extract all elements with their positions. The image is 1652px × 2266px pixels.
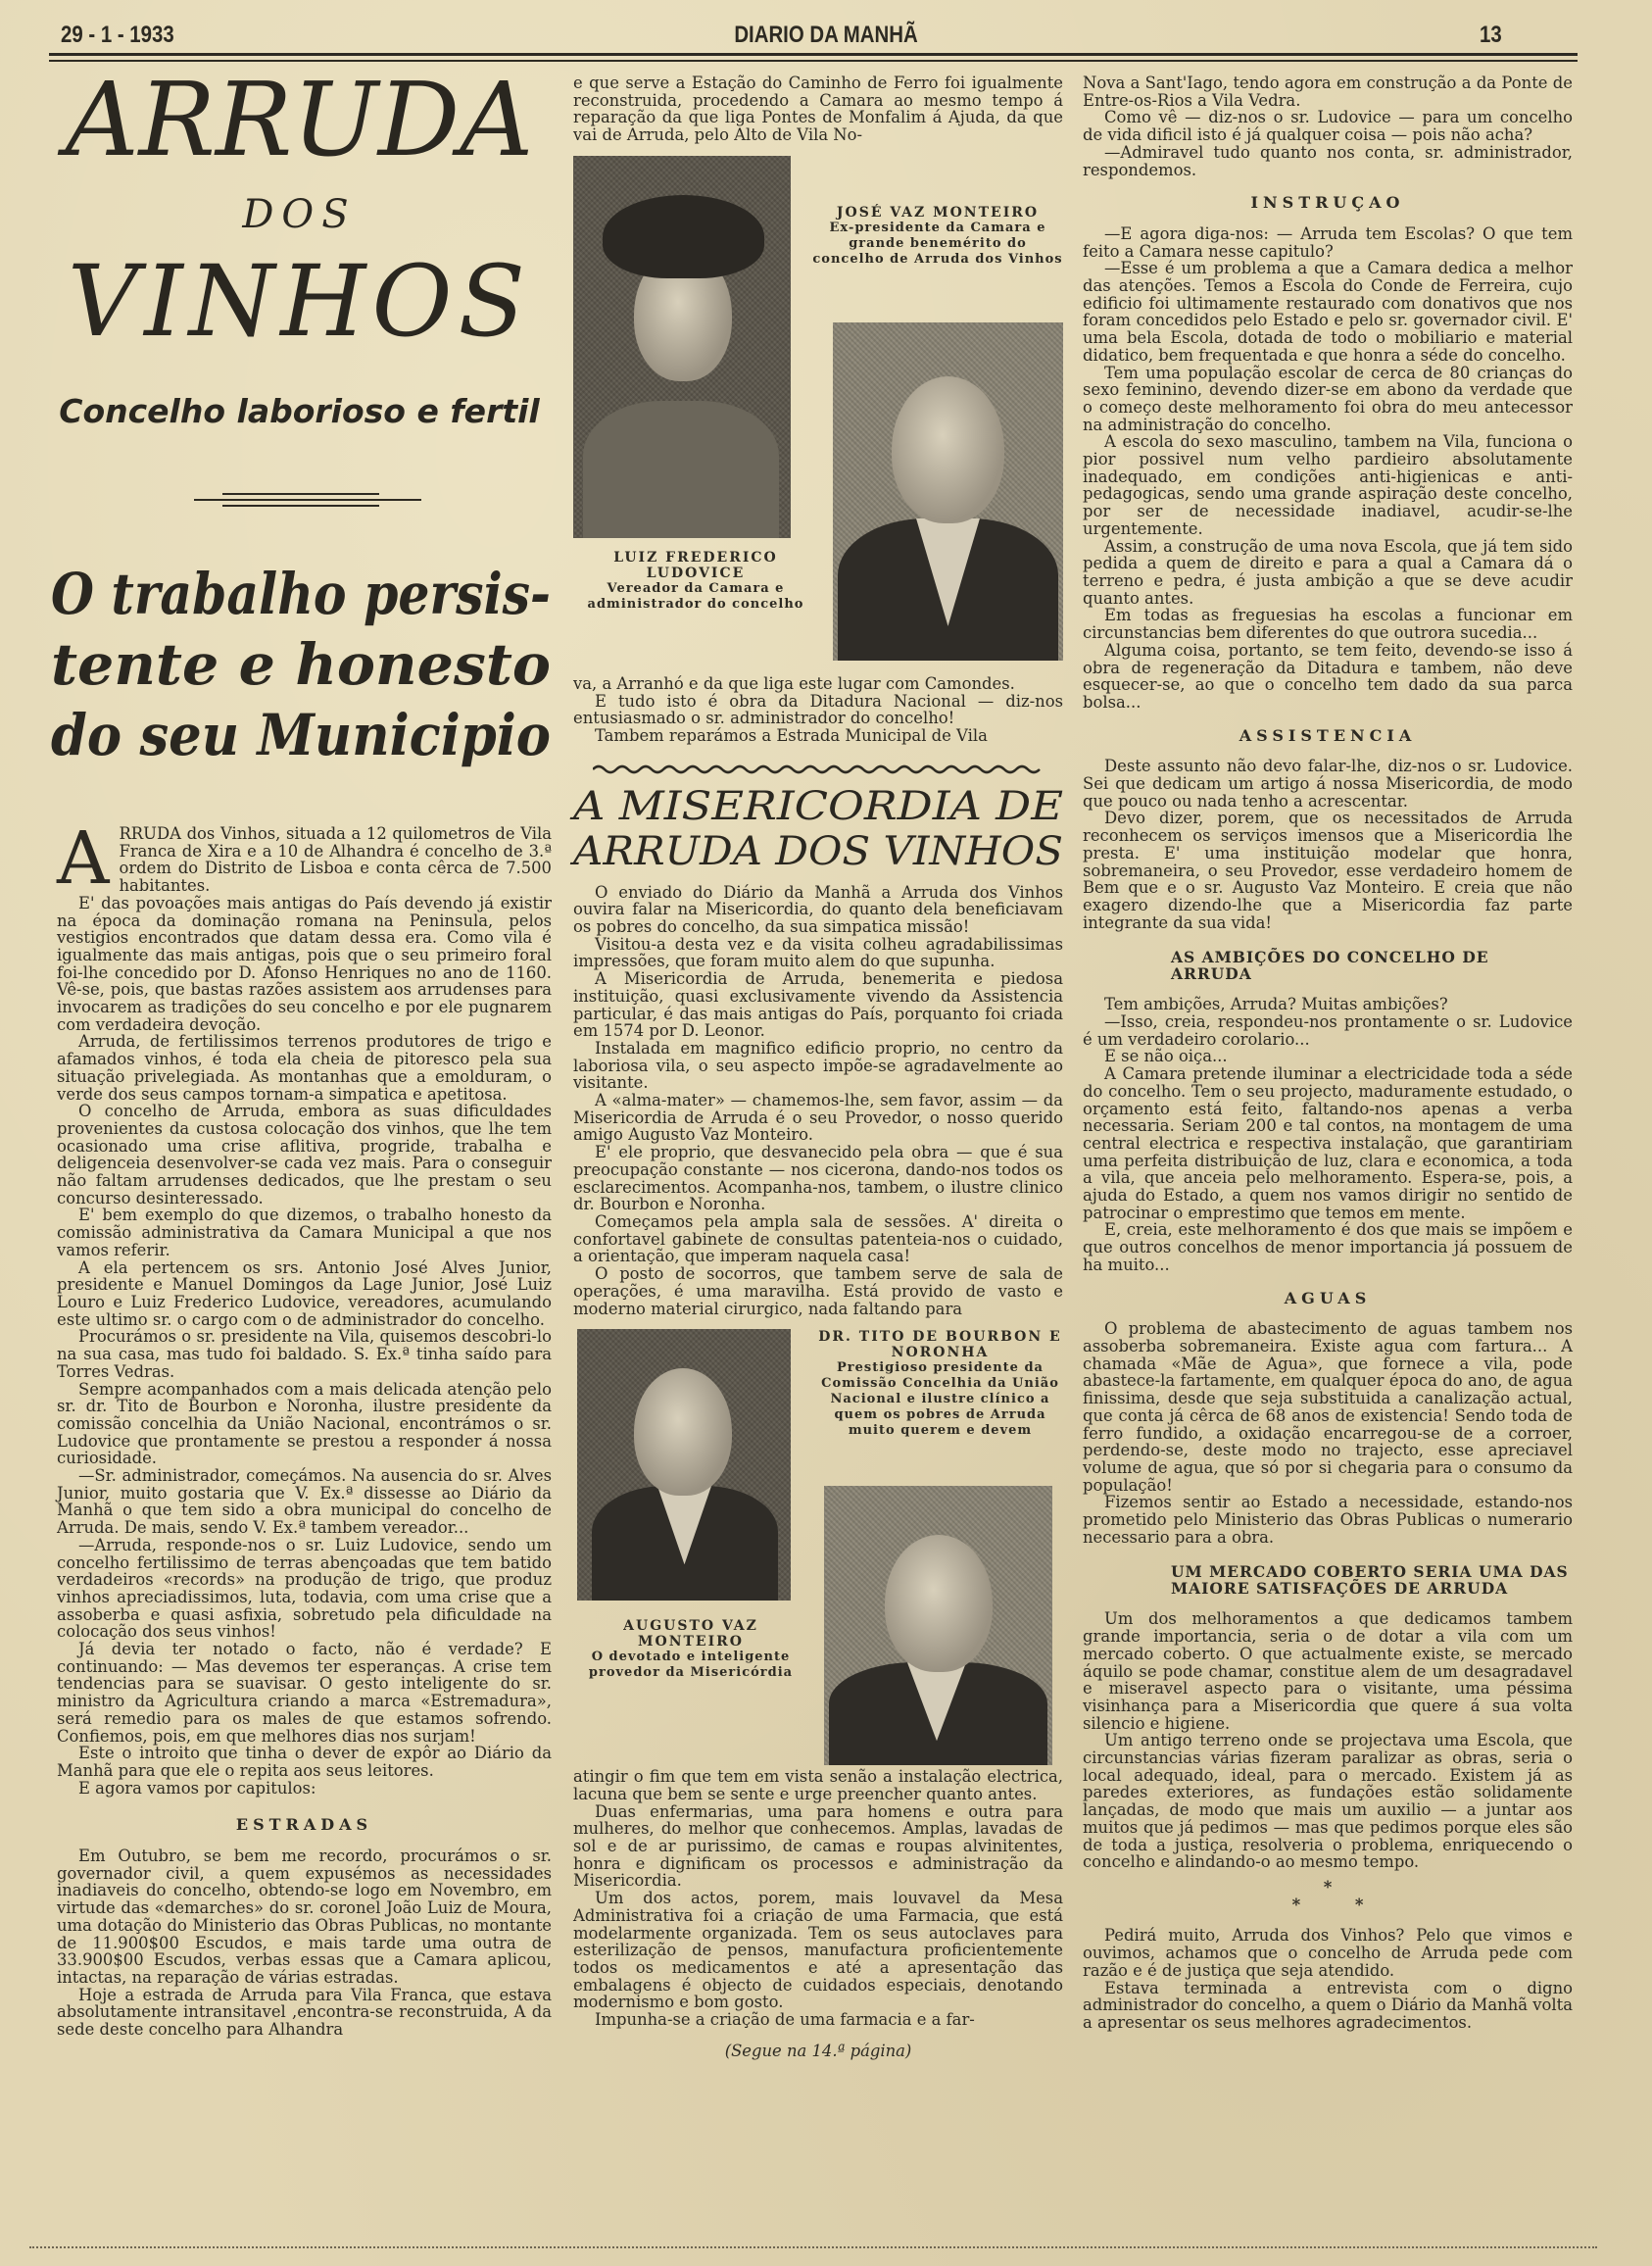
ambicoes-paragraphs xyxy=(1083,996,1573,1273)
paragraph: E' ele proprio, que desvanecido pela obra — que é sua preocupação constante — nos cicerona, dando-nos todos os esclarecimentos. Acompanha-nos, tambem, o ilustre clinico dr. Bourbon e Noronha. xyxy=(573,1143,1063,1214)
bottom-paragraphs xyxy=(573,1768,1063,2029)
paragraph: E' das povoações mais antigas do País devendo já existir na época da dominação romana na Peninsula, pelos vestigios encontrados que datam dessa era. Como vila é igualmente das mais antigas, pois que o seu primeiro foral foi-lhe concedido por D. Afonso Henriques no ano de 1160. Vê-se, pois, que bastas razões assistem aos arrudenses para invocarem as tradições do seu concelho e por ele pugnarem com verdadeira devoção. xyxy=(57,893,552,1034)
paragraph: O concelho de Arruda, embora as suas dificuldades provenientes da custosa colocação dos vinhos, que lhe tem ocasionado uma crise aflitiva, progride, trabalha e deligenceia desenvolver-se cada vez mais. Para o conseguir não faltam arrudenses dedicados, que lhe prestam o seu concurso desinteressado. xyxy=(57,1102,552,1207)
paragraph: Tem uma população escolar de cerca de 80 crianças do sexo feminino, devendo dizer-se em abono da verdade que o começo deste melhoramento foi obra do meu antecessor na administração do concelho. xyxy=(1083,363,1573,434)
subtitle xyxy=(47,392,552,430)
title-vinhos xyxy=(47,245,552,358)
paragraph: Já devia ter notado o facto, não é verdade? E continuando: — Mas devemos ter esperanças. A crise tem tendencias para se suavisar. O gesto inteligente do sr. ministro da Agricultura criando a marca «Estremadura», será remedio para os males de que estamos sofrendo. Confiemos, pois, em que melhores dias nos surjam! xyxy=(57,1640,552,1746)
paragraph: Arruda, de fertilissimos terrenos produtores de trigo e afamados vinhos, é toda ela cheia de pitoresco pela sua situação privelegiada. As montanhas que a emolduram, o verde dos seus campos tornam-a simpatica e apetitosa. xyxy=(57,1032,552,1104)
paragraph: va, a Arranhó e da que liga este lugar com Camondes. xyxy=(573,673,1015,693)
mercado-paragraphs xyxy=(1083,1610,1573,1871)
paragraph: —Sr. administrador, começámos. Na ausencia do sr. Alves Junior, muito gostaria que V. Ex.ª dissesse ao Diário da Manhã o que tem sido a obra municipal do concelho de Arruda. De mais, sendo V. Ex.ª tambem vereador... xyxy=(57,1466,552,1538)
paragraph: E agora vamos por capitulos: xyxy=(78,1778,316,1798)
paragraph: Um antigo terreno onde se projectava uma Escola, que circunstancias várias fizeram paralizar as obras, seria o local adequado, ideal, para o mercado. Existem já as paredes exteriores, as fundações estão solidamente lançadas, de modo que mais um auxilio — a juntar aos muitos que já pedimos — mas que pedimos porque eles são de toda a justiça, resolveria o problema, enriquecendo o concelho e alindando-o ao mesmo tempo. xyxy=(1083,1731,1573,1872)
paragraph: A Misericordia de Arruda, benemerita e piedosa instituição, quasi exclusivamente vivendo da Assistencia particular, é das mais antigas do País, porquanto foi criada em 1574 por D. Leonor. xyxy=(573,969,1063,1041)
asterism-top: * xyxy=(1323,1877,1333,1897)
article-title-line-2-text: ARRUDA DOS VINHOS xyxy=(573,828,1063,874)
caption-luiz-frederico-ludovice xyxy=(573,550,818,613)
page-bottom-edge xyxy=(29,2246,1597,2248)
caption-name: JOSÉ VAZ MONTEIRO xyxy=(836,204,1040,221)
paragraph: A escola do sexo masculino, tambem na Vila, funciona o pior possivel num velho pardieiro absolutamente inadequado, em condições anti-higienicas e anti-pedagogicas, sendo uma grande aspiração deste concelho, por ser de necessidade inadiavel, acudir-se-lhe urgentemente. xyxy=(1083,432,1573,538)
paragraph: Alguma coisa, portanto, se tem feito, devendo-se isso á obra de regeneração da Ditadura e tambem, não deve esquecer-se, ao que o concelho tem dado da sua parca bolsa... xyxy=(1083,640,1573,712)
paragraph: Nova a Sant'Iago, tendo agora em construção a da Ponte de Entre-os-Rios a Vila Vedra. xyxy=(1083,74,1573,110)
paragraph: A Camara pretende iluminar a electricidade toda a séde do concelho. Tem o seu projecto, maduramente estudado, o orçamento está feito, faltando-nos apenas a verba necessaria. Seriam 200 e tal contos, na montagem de uma central electrica e respectiva instalação, que garantiriam uma perfeita distribuição de luz, clara e economica, a toda a vila, que anceia pelo melhoramento. Espera-se, pois, a ajuda do Estado, a quem nos vamos dirigir no sentido de patrocinar o emprestimo que temos em mente. xyxy=(1083,1064,1573,1222)
caption-name: DR. TITO DE BOURBON E NORONHA xyxy=(818,1329,1062,1361)
right-column-body xyxy=(1083,74,1573,2032)
caption-tito-de-bourbon-e-noronha xyxy=(815,1329,1065,1439)
paragraph: Tem ambições, Arruda? Muitas ambições? xyxy=(1104,995,1448,1014)
paragraph: Assim, a construção de uma nova Escola, que já tem sido pedida a quem de direito e para a qual a Camara dá o terreno e pedra, é justa ambição a que se deve acudir quanto antes. xyxy=(1083,536,1573,608)
caption-description: Ex-presidente da Camara e grande benemérito do concelho de Arruda dos Vinhos xyxy=(812,220,1063,267)
headline-line-3-text: do seu Municipio xyxy=(51,702,551,768)
asterism-bottom xyxy=(1083,1897,1573,1914)
paragraph: Procurámos o sr. presidente na Vila, quisemos descobri-lo na sua casa, mas tudo foi baldado. S. Ex.ª tinha saído para Torres Vedras. xyxy=(57,1327,552,1381)
photo-jose-vaz-monteiro xyxy=(833,322,1063,661)
paragraph: A ela pertencem os srs. Antonio José Alves Junior, presidente e Manuel Domingos da Lage Junior, José Luiz Louro e Luiz Frederico Ludovice, vereadores, acumulando este ultimo sr. o cargo com o de administrador do concelho. xyxy=(57,1257,552,1329)
ornament-rule xyxy=(222,505,379,507)
paragraph: Tambem reparámos a Estrada Municipal de Vila xyxy=(595,725,988,745)
headline-line-3 xyxy=(51,700,551,770)
paragraph: E' bem exemplo do que dizemos, o trabalho honesto da comissão administrativa da Camara Municipal a que nos vamos referir. xyxy=(57,1206,552,1259)
photo-tito-de-bourbon-e-noronha xyxy=(824,1486,1052,1765)
photo-luiz-frederico-ludovice xyxy=(573,156,791,538)
photo-augusto-vaz-monteiro xyxy=(577,1329,791,1601)
section-heading-instrucao: INSTRUÇAO xyxy=(1250,193,1405,213)
paragraph: O posto de socorros, que tambem serve de sala de operações, é uma maravilha. Está provido de vasto e moderno material cirurgico, nada faltando para xyxy=(573,1264,1063,1318)
paragraph: Como vê — diz-nos o sr. Ludovice — para um concelho de vida dificil isto é já qualquer coisa — pois não acha? xyxy=(1083,108,1573,145)
headline-line-1-text: O trabalho persis- xyxy=(51,561,551,627)
paragraph: O enviado do Diário da Manhã a Arruda dos Vinhos ouvira falar na Misericordia, do quanto dela beneficiavam os pobres do concelho, da sua simpatica missão! xyxy=(573,882,1063,937)
article-title-line-1-text: A MISERICORDIA DE xyxy=(573,783,1063,829)
paragraph: O problema de abastecimento de aguas tambem nos assoberba sobremaneira. Existe agua com fartura... A chamada «Mãe de Agua», que fornece a vila, pode abastece-la fartamente, em qualquer época do ano, de agua finissima, desde que seja substituida a canalização actual, que conta já cêrca de 68 anos de existencia! Sendo toda de ferro fundido, a oxidação encarregou-se de a corroer, perdendo-se, deste modo no trajecto, esse apreciavel volume de agua, que só por si chegaria para o consumo da população! xyxy=(1083,1319,1573,1495)
middle-column xyxy=(573,74,1063,2059)
paragraph: Fizemos sentir ao Estado a necessidade, estando-nos prometido pelo Ministerio das Obras Publicas o numerario necessario para a obra. xyxy=(1083,1493,1573,1547)
ornament-rule xyxy=(222,493,379,495)
paragraph: atingir o fim que tem em vista senão a instalação electrica, lacuna que bem se sente e urge preencher quanto antes. xyxy=(573,1767,1063,1803)
section-heading-ambicoes: AS AMBIÇÕES DO CONCELHO DE ARRUDA xyxy=(1171,948,1489,984)
wavy-divider xyxy=(593,763,1044,776)
section-heading-mercado: UM MERCADO COBERTO SERIA UMA DAS MAIORE SATISFAÇÕES DE ARRUDA xyxy=(1171,1562,1569,1599)
continued-on-page-note: (Segue na 14.ª página) xyxy=(724,2041,912,2060)
paragraph: Em todas as freguesias ha escolas a funcionar em circunstancias bem diferentes do que outrora sucedia... xyxy=(1083,606,1573,643)
continued-paragraphs xyxy=(573,675,1063,745)
title-arruda-text: ARRUDA xyxy=(65,60,534,179)
caption-name: LUIZ FREDERICO LUDOVICE xyxy=(613,549,778,581)
paragraph: Um dos melhoramentos a que dedicamos tambem grande importancia, seria o de dotar a vila com um mercado coberto. O que actualmente existe, se mercado áquilo se pode chamar, constitue alem de um desagradavel e miseravel aspecto para o visitante, uma péssima visinhança para a Misericordia que quere á sua volta silencio e higiene. xyxy=(1083,1609,1573,1733)
headline-line-1 xyxy=(51,559,551,629)
article-title-line-1 xyxy=(573,784,1063,829)
ornament-rule xyxy=(194,499,421,501)
paragraph: Devo dizer, porem, que os necessitados de Arruda reconhecem os serviços imensos que a Misericordia lhe presta. E' uma instituição modelar que honra, sobremaneira, o seu Provedor, esse verdadeiro homem de Bem que e o sr. Augusto Vaz Monteiro. E creia que não exagero dizendo-lhe que a Misericordia faz parte integrante da sua vida! xyxy=(1083,809,1573,932)
paragraph: E tudo isto é obra da Ditadura Nacional — diz-nos entusiasmado o sr. administrador do concelho! xyxy=(573,691,1063,728)
caption-jose-vaz-monteiro xyxy=(811,205,1064,268)
paragraph: —Arruda, responde-nos o sr. Luiz Ludovice, sendo um concelho fertilissimo de terras abençoadas que tem batido verdadeiros «records» na produção de trigo, que produz vinhos apreciadissimos, luta, todavia, com uma crise que a assoberba e quasi asfixia, sobretudo pela dificuldade na colocação dos seus vinhos! xyxy=(57,1535,552,1642)
paragraph: Este o introito que tinha o dever de expôr ao Diário da Manhã para que ele o repita aos seus leitores. xyxy=(57,1744,552,1780)
top-paragraphs xyxy=(1083,74,1573,178)
paragraph: Um dos actos, porem, mais louvavel da Mesa Administrativa foi a criação de uma Farmacia, que está modelarmente organizada. Tem os seus autoclaves para esterilização de pensos, manufactura proficientemente todos os medicamentos e até a apresentação das embalagens é objecto de cuidados especiais, denotando modernismo e bom gosto. xyxy=(573,1889,1063,2012)
paragraph: —Esse é um problema a que a Camara dedica a melhor das atenções. Temos a Escola do Conde de Ferreira, cujo edificio foi ultimamente restaurado com donativos que nos foram concedidos pelo Estado e pelo sr. governador civil. E' uma bela Escola, dotada de todo o mobiliario e material didatico, bem frequentada e que honra a séde do concelho. xyxy=(1083,259,1573,365)
paragraph: Impunha-se a criação de uma farmacia e a far- xyxy=(595,2010,975,2030)
paragraph: Instalada em magnifico edificio proprio, no centro da laboriosa vila, o seu aspecto impõe-se agradavelmente ao visitante. xyxy=(573,1038,1063,1093)
article-paragraphs xyxy=(573,884,1063,1318)
paragraph: E, creia, este melhoramento é dos que mais se impõem e que outros concelhos de menor importancia já possuem de ha muito... xyxy=(1083,1220,1573,1274)
asterisk: * xyxy=(1354,1895,1364,1914)
drop-cap: A xyxy=(57,816,110,901)
caption-description: Vereador da Camara e administrador do concelho xyxy=(587,580,804,612)
paragraph: Pedirá muito, Arruda dos Vinhos? Pelo que vimos e ouvimos, achamos que o concelho de Arruda pede com razão e é de justiça que seja atendido. xyxy=(1083,1926,1573,1980)
caption-description: Prestigioso presidente da Comissão Concelhia da União Nacional e ilustre clínico a quem os pobres de Arruda muito querem e devem xyxy=(821,1360,1059,1439)
paragraph: Hoje a estrada de Arruda para Vila Franca, que estava absolutamente intransitavel ,encontra-se reconstruida, A da sede deste concelho para Alhandra xyxy=(57,1985,552,2040)
issue-date: 29 - 1 - 1933 xyxy=(61,22,174,48)
headline-line-2-text: tente e honesto xyxy=(51,631,551,698)
paragraph: Começamos pela ampla sala de sessões. A' direita o confortavel gabinete de consultas patenteia-nos o cuidado, a orientação, que imperam naquela casa! xyxy=(573,1211,1063,1266)
section-heading-assistencia: ASSISTENCIA xyxy=(1239,725,1417,745)
photo-block-top xyxy=(573,156,1063,675)
newspaper-name: DIARIO DA MANHÃ xyxy=(734,22,918,48)
paragraph: —Admiravel tudo quanto nos conta, sr. administrador, respondemos. xyxy=(1083,142,1573,179)
paragraph: —E agora diga-nos: — Arruda tem Escolas? O que tem feito a Camara nesse capitulo? xyxy=(1083,223,1573,261)
page-number: 13 xyxy=(1480,22,1502,48)
title-dos: DOS xyxy=(242,192,357,237)
masthead-rule xyxy=(49,53,1578,56)
intro-paragraph xyxy=(57,816,552,901)
paragraph: Deste assunto não devo falar-lhe, diz-nos o sr. Ludovice. Sei que dedicam um artigo á nossa Misericordia, de modo que pouco ou nada tenho a acrescentar. xyxy=(1083,757,1573,811)
paragraph: Duas enfermarias, uma para homens e outra para mulheres, do melhor que conhecemos. Amplas, lavadas de sol e de ar purissimo, de camas e roupas alvinitentes, honra e dignificam os processos e administração da Misericordia. xyxy=(573,1801,1063,1891)
continued-paragraph: e que serve a Estação do Caminho de Ferro foi igualmente reconstruida, procedendo a Camara ao mesmo tempo á reparação da que liga Pontes de Monfalim á Ajuda, da que vai de Arruda, pelo Alto de Vila No- xyxy=(573,74,1063,145)
intro-text: RRUDA dos Vinhos, situada a 12 quilometros de Vila Franca de Xira e a 10 de Alhandra é concelho de 3.ª ordem do Distrito de Lisboa e conta cêrca de 7.500 habitantes. xyxy=(119,824,552,896)
aguas-paragraphs xyxy=(1083,1320,1573,1546)
caption-name: AUGUSTO VAZ MONTEIRO xyxy=(623,1618,758,1650)
estradas-paragraphs xyxy=(57,1847,552,2039)
subtitle-text: Concelho laborioso e fertil xyxy=(59,392,540,430)
title-vinhos-text: VINHOS xyxy=(68,244,531,359)
photo-block-bottom xyxy=(573,1329,1063,1768)
paragraph: Estava terminada a entrevista com o digno administrador do concelho, a quem o Diário da Manhã volta a apresentar os seus melhores agradecimentos. xyxy=(1083,1978,1573,2032)
headline-line-2 xyxy=(51,629,551,700)
paragraph: Em Outubro, se bem me recordo, procurámos o sr. governador civil, a quem expusémos as necessidades inadiaveis do concelho, obtendo-se logo em Novembro, em virtude das «demarches» do sr. coronel João Luiz de Moura, uma dotação do Ministerio das Obras Publicas, no montante de 11.900$00 Escudos, e mais tarde uma outra de 33.900$00 Escudos, verbas essas que a Camara aplicou, intactas, na reparação de várias estradas. xyxy=(57,1847,552,1987)
paragraph: A «alma-mater» — chamemos-lhe, sem favor, assim — da Misericordia de Arruda é o seu Provedor, o nosso querido amigo Augusto Vaz Monteiro. xyxy=(573,1091,1063,1145)
assistencia-paragraphs xyxy=(1083,758,1573,931)
section-heading-estradas: ESTRADAS xyxy=(235,1815,373,1835)
asterisk: * xyxy=(1291,1895,1301,1914)
closing-paragraphs xyxy=(1083,1927,1573,2031)
left-paragraphs xyxy=(57,895,552,1798)
paragraph: E se não oiça... xyxy=(1104,1047,1228,1066)
paragraph: —Isso, creia, respondeu-nos prontamente o sr. Ludovice é um verdadeiro corolario... xyxy=(1083,1012,1573,1049)
paragraph: Sempre acompanhados com a mais delicada atenção pelo sr. dr. Tito de Bourbon e Noronha, ilustre presidente da comissão concelhia da União Nacional, encontrámos o sr. Ludovice que prontamente se prestou a responder á nossa curiosidade. xyxy=(57,1379,552,1468)
caption-augusto-vaz-monteiro xyxy=(573,1618,808,1681)
section-heading-aguas: AGUAS xyxy=(1284,1288,1372,1307)
paragraph: Visitou-a desta vez e da visita colheu agradabilissimas impressões, que foram muito alem do que supunha. xyxy=(573,934,1063,971)
instrucao-paragraphs xyxy=(1083,225,1573,712)
title-arruda xyxy=(47,61,552,178)
left-article-body xyxy=(57,816,552,2040)
caption-description: O devotado e inteligente provedor da Misericórdia xyxy=(588,1650,794,1681)
article-title-line-2 xyxy=(573,829,1063,874)
